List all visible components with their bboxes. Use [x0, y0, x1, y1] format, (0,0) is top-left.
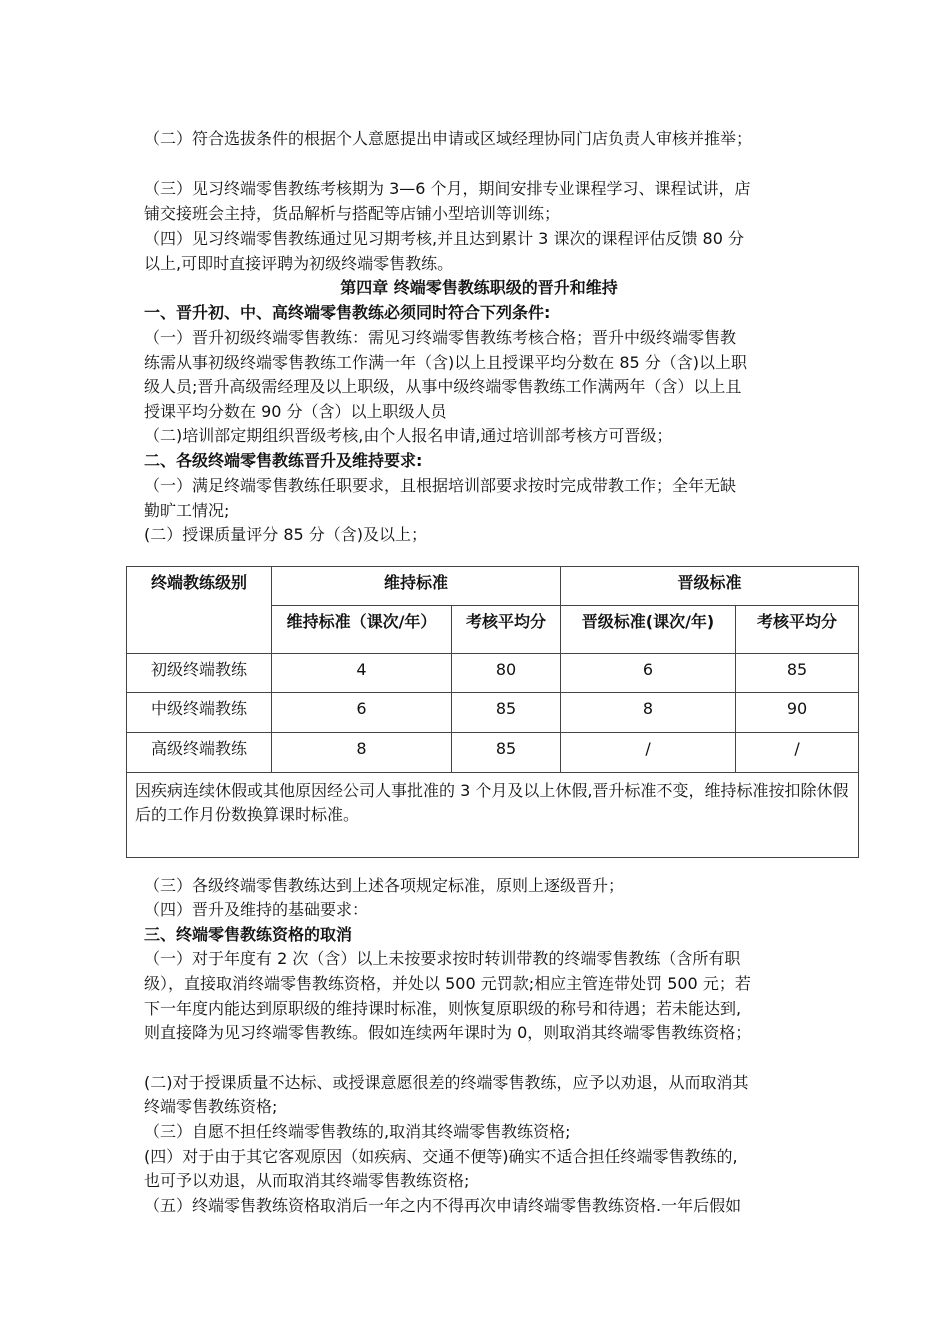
table-row: [127, 693, 859, 733]
chapter-title: 第四章 终端零售教练职级的晋升和维持: [340, 278, 618, 297]
paragraph: 级），直接取消终端零售教练资格，并处以 500 元罚款;相应主管连带处罚 500 元；若: [144, 974, 751, 993]
section-heading: 二、各级终端零售教练晋升及维持要求:: [144, 451, 423, 470]
paragraph: （三）见习终端零售教练考核期为 3—6 个月，期间安排专业课程学习、课程试讲，店: [144, 179, 751, 198]
paragraph: 也可予以劝退，从而取消其终端零售教练资格;: [144, 1171, 470, 1190]
table-cell: 4: [272, 654, 452, 693]
table-header-maintain: 维持标准: [272, 567, 561, 606]
table-row: [127, 654, 859, 693]
table-cell: 8: [561, 693, 736, 733]
paragraph: (四）对于由于其它客观原因（如疾病、交通不便等)确实不适合担任终端零售教练的,: [144, 1147, 738, 1166]
paragraph: 铺交接班会主持，货品解析与搭配等店铺小型培训等训练；: [144, 204, 561, 223]
table-cell: 初级终端教练: [127, 654, 272, 693]
paragraph: 练需从事初级终端零售教练工作满一年（含)以上且授课平均分数在 85 分（含)以上职: [144, 353, 748, 372]
section-heading: 三、终端零售教练资格的取消: [144, 925, 353, 944]
table-cell: 80: [452, 654, 561, 693]
table-header-level: 终端教练级别: [127, 567, 272, 654]
grade-standards-table: [126, 566, 859, 858]
paragraph: 则直接降为见习终端零售教练。假如连续两年课时为 0，则取消其终端零售教练资格；: [144, 1023, 752, 1042]
table-cell: 85: [452, 693, 561, 733]
table-cell: /: [561, 733, 736, 773]
table-cell: 6: [272, 693, 452, 733]
section-heading: 一、晋升初、中、高终端零售教练必须同时符合下列条件:: [144, 303, 551, 322]
paragraph: （三）各级终端零售教练达到上述各项规定标准，原则上逐级晋升；: [144, 876, 625, 895]
paragraph: （二)培训部定期组织晋级考核,由个人报名申请,通过培训部考核方可晋级；: [144, 426, 673, 445]
paragraph: 终端零售教练资格;: [144, 1097, 278, 1116]
paragraph: （二）符合选拔条件的根据个人意愿提出申请或区域经理协同门店负责人审核并推举；: [144, 129, 753, 148]
table-subheader: 晋级标准(课次/年): [561, 606, 736, 654]
paragraph: 授课平均分数在 90 分（含）以上职级人员: [144, 402, 447, 421]
table-cell: 90: [736, 693, 859, 733]
table-note: 因疾病连续休假或其他原因经公司人事批准的 3 个月及以上休假,晋升标准不变，维持标准按扣除休假后的工作月份数换算课时标准。: [127, 773, 859, 858]
table-subheader: 维持标准（课次/年）: [272, 606, 452, 654]
paragraph: (二）授课质量评分 85 分（含)及以上；: [144, 525, 428, 544]
paragraph: （三）自愿不担任终端零售教练的,取消其终端零售教练资格;: [144, 1122, 571, 1141]
table-cell: 85: [736, 654, 859, 693]
table-cell: 中级终端教练: [127, 693, 272, 733]
paragraph: （一）晋升初级终端零售教练：需见习终端零售教练考核合格；晋升中级终端零售教: [144, 328, 737, 347]
table-cell: 85: [452, 733, 561, 773]
paragraph: （一）满足终端零售教练任职要求，且根据培训部要求按时完成带教工作；全年无缺: [144, 476, 737, 495]
paragraph: 以上,可即时直接评聘为初级终端零售教练。: [144, 254, 454, 273]
table-subheader: 考核平均分: [452, 606, 561, 654]
table-cell: /: [736, 733, 859, 773]
paragraph: （四）见习终端零售教练通过见习期考核,并且达到累计 3 课次的课程评估反馈 80 分: [144, 229, 744, 248]
paragraph: （一）对于年度有 2 次（含）以上未按要求按时转训带教的终端零售教练（含所有职: [144, 949, 741, 968]
table-cell: 6: [561, 654, 736, 693]
paragraph: （四）晋升及维持的基础要求：: [144, 900, 369, 919]
table-cell: 8: [272, 733, 452, 773]
table-cell: 高级终端教练: [127, 733, 272, 773]
paragraph: （五）终端零售教练资格取消后一年之内不得再次申请终端零售教练资格.一年后假如: [144, 1196, 742, 1215]
table-note-row: [127, 773, 859, 858]
paragraph: 下一年度内能达到原职级的维持课时标准，则恢复原职级的称号和待遇；若未能达到,: [144, 999, 742, 1018]
paragraph: 勤旷工情况;: [144, 501, 230, 520]
paragraph: (二)对于授课质量不达标、或授课意愿很差的终端零售教练，应予以劝退，从而取消其: [144, 1073, 749, 1092]
table-header-promote: 晋级标准: [561, 567, 859, 606]
table-subheader: 考核平均分: [736, 606, 859, 654]
table-row: [127, 733, 859, 773]
paragraph: 级人员;晋升高级需经理及以上职级，从事中级终端零售教练工作满两年（含）以上且: [144, 377, 742, 396]
